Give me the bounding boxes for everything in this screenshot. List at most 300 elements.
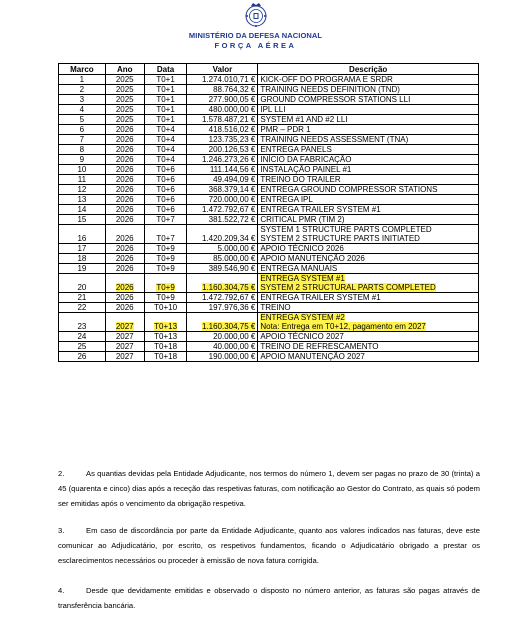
cell-ano-text: 2026 bbox=[115, 175, 134, 184]
cell-data-text: T0+1 bbox=[156, 75, 175, 84]
description-line: APOIO MANUTENÇÃO 2027 bbox=[260, 352, 365, 361]
cell-descricao bbox=[258, 303, 479, 313]
cell-valor bbox=[187, 85, 258, 95]
cell-valor bbox=[187, 264, 258, 274]
cell-ano bbox=[105, 185, 144, 195]
cell-valor-text: 1.578.487,21 € bbox=[201, 115, 256, 124]
cell-descricao bbox=[258, 254, 479, 264]
description-line: IPL LLI bbox=[260, 105, 286, 114]
table-row bbox=[59, 105, 479, 115]
cell-marco-text: 16 bbox=[77, 234, 87, 243]
cell-marco bbox=[59, 225, 106, 244]
cell-marco bbox=[59, 313, 106, 332]
cell-ano-text: 2026 bbox=[115, 264, 134, 273]
cell-data-text: T0+6 bbox=[156, 205, 175, 214]
cell-valor bbox=[187, 155, 258, 165]
cell-marco-text: 14 bbox=[77, 205, 87, 214]
cell-ano bbox=[105, 75, 144, 85]
cell-data bbox=[144, 293, 187, 303]
cell-data-text: T0+9 bbox=[156, 254, 175, 263]
cell-valor-text: 368.379,14 € bbox=[208, 185, 256, 194]
cell-marco-text: 25 bbox=[77, 342, 87, 351]
cell-ano-text: 2026 bbox=[115, 155, 134, 164]
cell-ano bbox=[105, 352, 144, 362]
table-row bbox=[59, 85, 479, 95]
cell-descricao bbox=[258, 175, 479, 185]
cell-data bbox=[144, 175, 187, 185]
cell-valor bbox=[187, 175, 258, 185]
cell-marco bbox=[59, 125, 106, 135]
cell-marco-text: 21 bbox=[77, 293, 87, 302]
cell-data bbox=[144, 75, 187, 85]
cell-marco bbox=[59, 205, 106, 215]
cell-valor-text: 1.274.010,71 € bbox=[201, 75, 256, 84]
cell-data-text: T0+9 bbox=[156, 244, 175, 253]
cell-valor-text: 123.735,23 € bbox=[208, 135, 256, 144]
table-row bbox=[59, 95, 479, 105]
cell-marco bbox=[59, 155, 106, 165]
cell-data bbox=[144, 303, 187, 313]
description-line: SYSTEM 2 STRUCTURAL PARTS COMPLETED bbox=[260, 283, 436, 292]
cell-data bbox=[144, 85, 187, 95]
table-row bbox=[59, 195, 479, 205]
cell-valor-text: 720.000,00 € bbox=[208, 195, 256, 204]
cell-marco-text: 12 bbox=[77, 185, 87, 194]
description-line: SYSTEM 2 STRUCTURE PARTS INITIATED bbox=[260, 234, 420, 243]
cell-valor bbox=[187, 95, 258, 105]
cell-data bbox=[144, 155, 187, 165]
cell-data bbox=[144, 225, 187, 244]
cell-data-text: T0+4 bbox=[156, 155, 175, 164]
cell-ano bbox=[105, 205, 144, 215]
description-line: INSTALAÇÃO PAINEL #1 bbox=[260, 165, 352, 174]
cell-data-text: T0+6 bbox=[156, 175, 175, 184]
cell-valor-text: 381.522,72 € bbox=[208, 215, 256, 224]
paragraph-text: Em caso de discordância por parte da Entidade Adjudicante, quanto aos valores indicados nas faturas, deve este comunicar ao Adjudicatário, por escrito, os respetivos fundamentos, ficando o Adjudicatário obrigado a prestar os esclarecimentos necessários ou proceder à emissão de nova fatura corrigida. bbox=[58, 526, 480, 565]
cell-data-text: T0+6 bbox=[156, 195, 175, 204]
cell-marco bbox=[59, 195, 106, 205]
cell-valor-text: 197.976,36 € bbox=[208, 303, 256, 312]
cell-marco-text: 15 bbox=[77, 215, 87, 224]
table-row bbox=[59, 215, 479, 225]
cell-ano-text: 2025 bbox=[115, 115, 134, 124]
cell-valor-text: 5.000,00 € bbox=[217, 244, 256, 253]
cell-valor bbox=[187, 274, 258, 293]
cell-valor bbox=[187, 293, 258, 303]
description-line: TREINO DO TRAILER bbox=[260, 175, 341, 184]
cell-marco-text: 8 bbox=[79, 145, 85, 154]
cell-marco-text: 1 bbox=[79, 75, 85, 84]
cell-valor-text: 20.000,00 € bbox=[213, 332, 256, 341]
cell-ano bbox=[105, 135, 144, 145]
cell-valor-text: 190.000,00 € bbox=[208, 352, 256, 361]
cell-valor bbox=[187, 342, 258, 352]
cell-ano-text: 2026 bbox=[115, 215, 134, 224]
cell-marco-text: 22 bbox=[77, 303, 87, 312]
description-line: GROUND COMPRESSOR STATIONS LLI bbox=[260, 95, 411, 104]
cell-marco-text: 26 bbox=[77, 352, 87, 361]
cell-descricao bbox=[258, 95, 479, 105]
description-line: ENTREGA GROUND COMPRESSOR STATIONS bbox=[260, 185, 438, 194]
paragraph-2 bbox=[58, 466, 480, 511]
cell-valor bbox=[187, 135, 258, 145]
cell-data bbox=[144, 352, 187, 362]
cell-ano bbox=[105, 215, 144, 225]
table-row bbox=[59, 175, 479, 185]
cell-ano-text: 2026 bbox=[115, 303, 134, 312]
cell-ano-text: 2026 bbox=[115, 234, 134, 243]
column-header-marco: Marco bbox=[59, 64, 106, 75]
cell-valor bbox=[187, 215, 258, 225]
paragraph-4 bbox=[58, 583, 480, 613]
cell-ano bbox=[105, 115, 144, 125]
description-line: ENTREGA TRAILER SYSTEM #1 bbox=[260, 293, 381, 302]
cell-valor-text: 40.000,00 € bbox=[213, 342, 256, 351]
cell-data-text: T0+10 bbox=[154, 303, 178, 312]
cell-ano-text: 2025 bbox=[115, 85, 134, 94]
description-line: APOIO TÉCNICO 2027 bbox=[260, 332, 344, 341]
cell-marco-text: 3 bbox=[79, 95, 85, 104]
cell-valor-text: 1.160.304,75 € bbox=[201, 322, 256, 331]
cell-data bbox=[144, 95, 187, 105]
description-line: ENTREGA IPL bbox=[260, 195, 313, 204]
description-line: APOIO MANUTENÇÃO 2026 bbox=[260, 254, 365, 263]
cell-ano bbox=[105, 175, 144, 185]
cell-ano bbox=[105, 264, 144, 274]
cell-valor-text: 1.472.792,67 € bbox=[201, 293, 256, 302]
cell-marco-text: 2 bbox=[79, 85, 85, 94]
description-line: SYSTEM 1 STRUCTURE PARTS COMPLETED bbox=[260, 225, 432, 234]
cell-descricao bbox=[258, 352, 479, 362]
cell-ano-text: 2026 bbox=[115, 254, 134, 263]
cell-marco bbox=[59, 342, 106, 352]
cell-ano-text: 2026 bbox=[115, 195, 134, 204]
cell-valor-text: 418.516,02 € bbox=[208, 125, 256, 134]
paragraph-number: 2. bbox=[58, 469, 65, 478]
cell-data-text: T0+7 bbox=[156, 234, 175, 243]
table-row bbox=[59, 125, 479, 135]
cell-ano-text: 2027 bbox=[115, 352, 134, 361]
cell-data bbox=[144, 115, 187, 125]
cell-ano bbox=[105, 254, 144, 264]
cell-data bbox=[144, 215, 187, 225]
cell-ano-text: 2026 bbox=[115, 293, 134, 302]
cell-marco-text: 11 bbox=[77, 175, 87, 184]
paragraph-number: 3. bbox=[58, 526, 65, 535]
cell-ano-text: 2026 bbox=[115, 205, 134, 214]
cell-ano-text: 2026 bbox=[115, 185, 134, 194]
cell-valor bbox=[187, 195, 258, 205]
description-line: ENTREGA SYSTEM #2 bbox=[260, 313, 345, 322]
cell-descricao bbox=[258, 225, 479, 244]
cell-data bbox=[144, 165, 187, 175]
cell-marco-text: 10 bbox=[77, 165, 87, 174]
cell-data-text: T0+1 bbox=[156, 105, 175, 114]
cell-marco bbox=[59, 293, 106, 303]
description-line: ENTREGA PANELS bbox=[260, 145, 332, 154]
table-row bbox=[59, 145, 479, 155]
cell-ano-text: 2026 bbox=[115, 244, 134, 253]
cell-data-text: T0+1 bbox=[156, 115, 175, 124]
description-line: TRAINING NEEDS ASSESSMENT (TNA) bbox=[260, 135, 409, 144]
cell-marco bbox=[59, 165, 106, 175]
cell-data-text: T0+18 bbox=[154, 342, 178, 351]
cell-valor bbox=[187, 75, 258, 85]
description-line: ENTREGA SYSTEM #1 bbox=[260, 274, 345, 283]
cell-ano-text: 2026 bbox=[115, 283, 134, 292]
cell-data bbox=[144, 195, 187, 205]
description-line: TREINO bbox=[260, 303, 291, 312]
cell-ano-text: 2026 bbox=[115, 145, 134, 154]
cell-descricao bbox=[258, 145, 479, 155]
cell-data bbox=[144, 274, 187, 293]
cell-marco-text: 4 bbox=[79, 105, 85, 114]
cell-data-text: T0+13 bbox=[154, 322, 178, 331]
table-row bbox=[59, 313, 479, 332]
cell-ano bbox=[105, 165, 144, 175]
cell-ano bbox=[105, 95, 144, 105]
cell-data bbox=[144, 205, 187, 215]
description-line: INÍCIO DA FABRICAÇÃO bbox=[260, 155, 352, 164]
cell-marco bbox=[59, 75, 106, 85]
description-line: APOIO TÉCNICO 2026 bbox=[260, 244, 344, 253]
cell-marco bbox=[59, 175, 106, 185]
cell-ano-text: 2027 bbox=[115, 332, 134, 341]
cell-descricao bbox=[258, 125, 479, 135]
cell-descricao bbox=[258, 195, 479, 205]
cell-valor bbox=[187, 332, 258, 342]
cell-ano-text: 2026 bbox=[115, 135, 134, 144]
table-row bbox=[59, 293, 479, 303]
cell-data bbox=[144, 264, 187, 274]
cell-ano bbox=[105, 313, 144, 332]
cell-marco-text: 13 bbox=[77, 195, 87, 204]
cell-ano bbox=[105, 244, 144, 254]
cell-valor-text: 480.000,00 € bbox=[208, 105, 256, 114]
cell-data bbox=[144, 342, 187, 352]
cell-valor bbox=[187, 185, 258, 195]
description-line: ENTREGA TRAILER SYSTEM #1 bbox=[260, 205, 381, 214]
cell-descricao bbox=[258, 313, 479, 332]
branch-subtitle: FORÇA AÉREA bbox=[214, 41, 297, 50]
cell-ano bbox=[105, 332, 144, 342]
cell-valor-text: 1.420.209,34 € bbox=[201, 234, 256, 243]
cell-marco-text: 23 bbox=[77, 322, 87, 331]
cell-data-text: T0+13 bbox=[154, 332, 178, 341]
cell-descricao bbox=[258, 205, 479, 215]
cell-valor-text: 200.126,53 € bbox=[208, 145, 256, 154]
paragraph-text: Desde que devidamente emitidas e observado o disposto no número anterior, as faturas são pagas através de transferência bancária. bbox=[58, 586, 480, 610]
cell-marco-text: 6 bbox=[79, 125, 85, 134]
cell-descricao bbox=[258, 85, 479, 95]
cell-data-text: T0+4 bbox=[156, 145, 175, 154]
cell-valor-text: 88.764,32 € bbox=[213, 85, 256, 94]
cell-marco bbox=[59, 274, 106, 293]
cell-data-text: T0+4 bbox=[156, 125, 175, 134]
cell-marco bbox=[59, 105, 106, 115]
cell-data bbox=[144, 244, 187, 254]
cell-marco bbox=[59, 332, 106, 342]
cell-marco-text: 17 bbox=[77, 244, 87, 253]
cell-marco-text: 20 bbox=[77, 283, 87, 292]
cell-marco bbox=[59, 264, 106, 274]
table-row bbox=[59, 75, 479, 85]
cell-marco bbox=[59, 115, 106, 125]
description-line: CRITICAL PMR (TIM 2) bbox=[260, 215, 345, 224]
table-header-row bbox=[59, 64, 479, 75]
cell-valor bbox=[187, 225, 258, 244]
cell-valor bbox=[187, 125, 258, 135]
cell-descricao bbox=[258, 264, 479, 274]
table-row bbox=[59, 205, 479, 215]
cell-ano bbox=[105, 125, 144, 135]
cell-descricao bbox=[258, 274, 479, 293]
table-row bbox=[59, 135, 479, 145]
cell-ano bbox=[105, 85, 144, 95]
cell-ano bbox=[105, 342, 144, 352]
cell-data bbox=[144, 135, 187, 145]
paragraph-text: As quantias devidas pela Entidade Adjudicante, nos termos do número 1, devem ser pagas no prazo de 30 (trinta) a 45 (quarenta e cinco) dias após a receção das respetivas faturas, com notificação ao Gestor do Contrato, as quais só podem ser emitidas após o vencimento da obrigação respetiva. bbox=[58, 469, 480, 508]
cell-marco bbox=[59, 303, 106, 313]
cell-data bbox=[144, 332, 187, 342]
cell-marco-text: 24 bbox=[77, 332, 87, 341]
cell-marco bbox=[59, 244, 106, 254]
cell-valor-text: 49.494,09 € bbox=[213, 175, 256, 184]
cell-ano bbox=[105, 155, 144, 165]
cell-marco bbox=[59, 352, 106, 362]
cell-data-text: T0+18 bbox=[154, 352, 178, 361]
cell-valor-text: 1.160.304,75 € bbox=[201, 283, 256, 292]
cell-ano-text: 2027 bbox=[115, 342, 134, 351]
cell-valor-text: 277.900,05 € bbox=[208, 95, 256, 104]
table-row bbox=[59, 264, 479, 274]
cell-valor bbox=[187, 313, 258, 332]
paragraph-3 bbox=[58, 523, 480, 568]
cell-data-text: T0+9 bbox=[156, 283, 175, 292]
cell-descricao bbox=[258, 215, 479, 225]
table-row bbox=[59, 352, 479, 362]
table-row bbox=[59, 115, 479, 125]
cell-data-text: T0+1 bbox=[156, 85, 175, 94]
column-header-valor: Valor bbox=[187, 64, 258, 75]
cell-ano-text: 2025 bbox=[115, 105, 134, 114]
cell-valor bbox=[187, 244, 258, 254]
column-header-descricao: Descrição bbox=[258, 64, 479, 75]
cell-descricao bbox=[258, 165, 479, 175]
column-header-ano: Ano bbox=[105, 64, 144, 75]
cell-data bbox=[144, 145, 187, 155]
ministry-title: MINISTÉRIO DA DEFESA NACIONAL bbox=[188, 31, 323, 40]
cell-valor bbox=[187, 205, 258, 215]
table-row bbox=[59, 165, 479, 175]
table-row bbox=[59, 332, 479, 342]
cell-data bbox=[144, 105, 187, 115]
table-row bbox=[59, 155, 479, 165]
table-body bbox=[59, 75, 479, 362]
description-line: KICK-OFF DO PROGRAMA E SRDR bbox=[260, 75, 393, 84]
cell-descricao bbox=[258, 75, 479, 85]
description-line: ENTREGA MANUAIS bbox=[260, 264, 338, 273]
cell-data bbox=[144, 125, 187, 135]
table-row bbox=[59, 225, 479, 244]
cell-data-text: T0+4 bbox=[156, 135, 175, 144]
cell-ano-text: 2025 bbox=[115, 75, 134, 84]
cell-data-text: T0+7 bbox=[156, 215, 175, 224]
cell-marco-text: 18 bbox=[77, 254, 87, 263]
cell-marco bbox=[59, 254, 106, 264]
cell-marco-text: 7 bbox=[79, 135, 85, 144]
cell-data bbox=[144, 254, 187, 264]
cell-valor-text: 85.000,00 € bbox=[213, 254, 256, 263]
cell-data-text: T0+9 bbox=[156, 293, 175, 302]
table-row bbox=[59, 185, 479, 195]
cell-descricao bbox=[258, 332, 479, 342]
description-line: Nota: Entrega em T0+12, pagamento em 2027 bbox=[260, 322, 426, 331]
cell-valor bbox=[187, 165, 258, 175]
cell-ano bbox=[105, 145, 144, 155]
cell-ano bbox=[105, 293, 144, 303]
cell-ano-text: 2027 bbox=[115, 322, 134, 331]
cell-descricao bbox=[258, 155, 479, 165]
cell-valor-text: 1.472.792,67 € bbox=[201, 205, 256, 214]
table-row bbox=[59, 244, 479, 254]
cell-valor-text: 389.546,90 € bbox=[208, 264, 256, 273]
cell-valor bbox=[187, 115, 258, 125]
cell-valor bbox=[187, 145, 258, 155]
table-row bbox=[59, 254, 479, 264]
cell-ano-text: 2026 bbox=[115, 165, 134, 174]
cell-ano bbox=[105, 105, 144, 115]
cell-marco bbox=[59, 145, 106, 155]
cell-valor bbox=[187, 303, 258, 313]
cell-data-text: T0+1 bbox=[156, 95, 175, 104]
description-line: SYSTEM #1 AND #2 LLI bbox=[260, 115, 348, 124]
cell-marco-text: 5 bbox=[79, 115, 85, 124]
cell-ano-text: 2025 bbox=[115, 95, 134, 104]
cell-marco bbox=[59, 215, 106, 225]
cell-descricao bbox=[258, 135, 479, 145]
cell-descricao bbox=[258, 342, 479, 352]
cell-ano bbox=[105, 195, 144, 205]
cell-marco-text: 9 bbox=[79, 155, 85, 164]
cell-data bbox=[144, 185, 187, 195]
cell-descricao bbox=[258, 293, 479, 303]
cell-marco bbox=[59, 85, 106, 95]
cell-marco bbox=[59, 185, 106, 195]
table-row bbox=[59, 342, 479, 352]
cell-marco-text: 19 bbox=[77, 264, 87, 273]
cell-data-text: T0+9 bbox=[156, 264, 175, 273]
description-line: TRAINING NEEDS DEFINITION (TND) bbox=[260, 85, 400, 94]
cell-marco bbox=[59, 95, 106, 105]
cell-valor-text: 1.246.273,26 € bbox=[201, 155, 256, 164]
cell-data-text: T0+6 bbox=[156, 185, 175, 194]
payment-milestones-table bbox=[58, 63, 479, 362]
paragraph-number: 4. bbox=[58, 586, 65, 595]
cell-descricao bbox=[258, 115, 479, 125]
cell-descricao bbox=[258, 105, 479, 115]
national-coat-of-arms-icon bbox=[243, 2, 269, 28]
cell-valor bbox=[187, 105, 258, 115]
column-header-data: Data bbox=[144, 64, 187, 75]
cell-data-text: T0+6 bbox=[156, 165, 175, 174]
cell-valor bbox=[187, 352, 258, 362]
cell-ano bbox=[105, 303, 144, 313]
cell-ano bbox=[105, 274, 144, 293]
cell-ano bbox=[105, 225, 144, 244]
cell-valor bbox=[187, 254, 258, 264]
description-line: PMR – PDR 1 bbox=[260, 125, 311, 134]
